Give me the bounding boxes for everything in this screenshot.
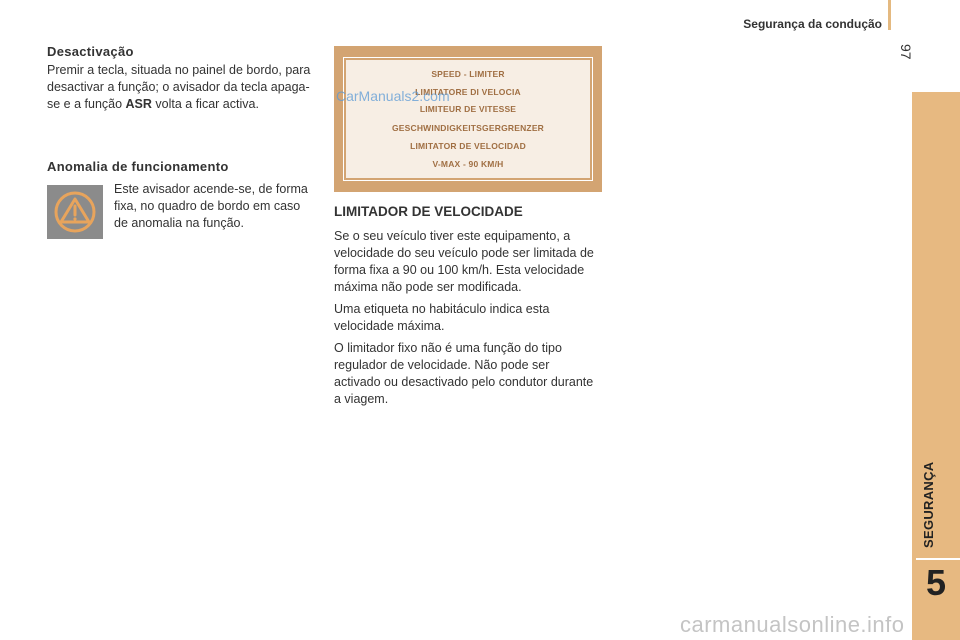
label-line: GESCHWINDIGKEITSGERGRENZER [391, 123, 545, 133]
speed-limiter-paragraph: Se o seu veículo tiver este equipamento, a velocidade do seu veículo pode ser limitada de forma fixa a 90 ou 100 km/h. Esta velocidade máxima não pode ser modificada. [334, 229, 594, 294]
label-line: LIMITATOR DE VELOCIDAD [410, 141, 526, 151]
page-number: 97 [898, 44, 914, 60]
speed-limiter-paragraph: O limitador fixo não é uma função do tipo regulador de velocidade. Não pode ser activado ou desactivado pelo condutor durante a viagem. [334, 341, 594, 406]
label-inner-panel [344, 58, 592, 180]
speed-limiter-heading: LIMITADOR DE VELOCIDADE [334, 204, 523, 219]
warning-indicator [47, 185, 103, 239]
chapter-number: 5 [925, 562, 947, 603]
label-line: LIMITATORE DI VELOCIA [415, 87, 521, 97]
warning-triangle-icon [47, 185, 103, 239]
page-header-title: Segurança da condução [743, 17, 882, 31]
image-watermark: CarManuals2.com [336, 88, 450, 104]
chapter-tab-label: SEGURANÇA [921, 461, 936, 548]
malfunction-paragraph: Este avisador acende-se, de forma fixa, no quadro de bordo em caso de anomalia na função. [114, 182, 308, 230]
label-line: LIMITEUR DE VITESSE [419, 104, 517, 114]
asr-term: ASR [125, 97, 152, 111]
speed-limiter-paragraph: Uma etiqueta no habitáculo indica esta velocidade máxima. [334, 302, 550, 333]
label-line: SPEED - LIMITER [431, 69, 505, 79]
label-line: V-MAX - 90 KM/H [432, 159, 504, 169]
deactivation-text-end: volta a ficar activa. [151, 97, 259, 111]
speed-limiter-label-image [334, 46, 602, 192]
header-accent-rule [888, 0, 891, 30]
chapter-tab-divider [916, 558, 960, 560]
speed-limiter-body [334, 228, 594, 413]
malfunction-heading: Anomalia de funcionamento [47, 159, 229, 174]
deactivation-heading: Desactivação [47, 44, 134, 59]
deactivation-text-start: Premir a tecla, situada no painel de bordo, para desactivar a função; o avisador da tecla apaga-se e a função [47, 63, 311, 111]
deactivation-paragraph [47, 62, 315, 113]
footer-watermark: carmanualsonline.info [680, 612, 905, 637]
